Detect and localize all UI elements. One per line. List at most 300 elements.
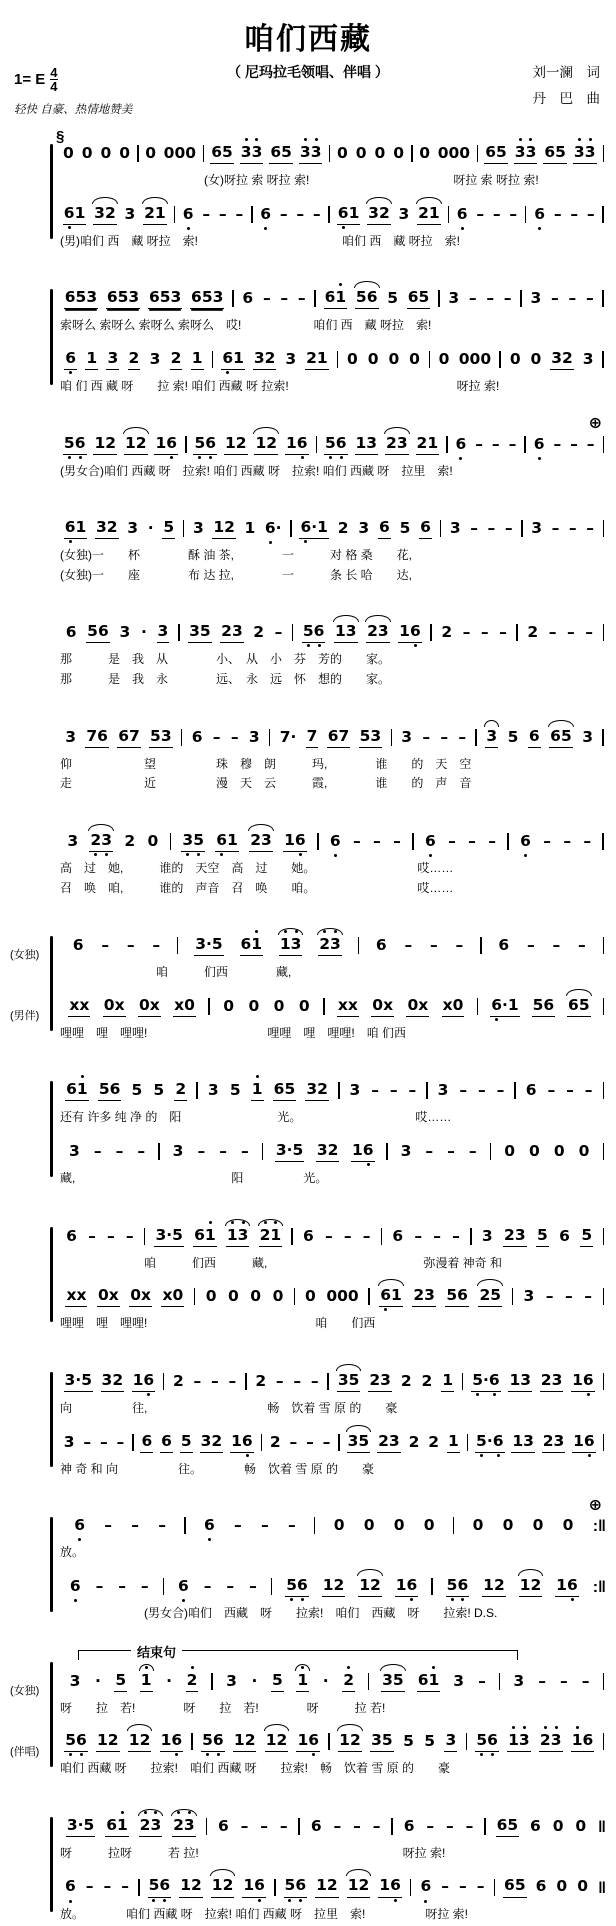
barline xyxy=(477,998,479,1015)
note-token: 3 xyxy=(69,1671,81,1690)
note-token: 6 5 xyxy=(549,728,573,748)
barline xyxy=(431,1578,433,1595)
barline xyxy=(429,351,431,368)
note-token: – xyxy=(478,1081,486,1100)
note-token: 3 xyxy=(398,204,410,223)
measure xyxy=(58,350,210,370)
barline xyxy=(368,1673,370,1690)
note-token: – xyxy=(433,1226,441,1245)
note-token: 3 xyxy=(149,349,161,368)
note-token: 5 6 xyxy=(445,1287,469,1307)
barline xyxy=(294,1288,296,1305)
barline xyxy=(262,1143,264,1160)
measure xyxy=(295,623,428,643)
note-token: 6 xyxy=(140,1433,153,1453)
note-token: – xyxy=(118,1576,127,1595)
voice-label: (女独) xyxy=(10,1684,40,1697)
measure xyxy=(58,937,175,956)
note-token: 5 xyxy=(387,289,399,308)
note-token: 1 xyxy=(244,519,256,538)
note-token: 1 6 xyxy=(378,1877,402,1897)
barline xyxy=(381,1228,383,1245)
measure xyxy=(58,1287,192,1307)
note-token: 0 xyxy=(509,349,521,368)
notation-line xyxy=(58,423,606,464)
voice-label xyxy=(10,1215,54,1276)
staff-line-row xyxy=(10,1805,606,1866)
note-token: 1 6 xyxy=(230,1433,254,1453)
note-token: – xyxy=(352,831,361,850)
note-token: 1 6 xyxy=(572,1433,596,1453)
lyric-line: (女独)一 座 布 达 拉, 一 条 长 哈 达, xyxy=(60,567,412,582)
music-system xyxy=(10,1644,606,1781)
note-token: – xyxy=(408,1081,417,1100)
measure xyxy=(474,1227,601,1247)
note-token: 3 3 xyxy=(299,144,323,164)
barline xyxy=(446,436,448,453)
note-token: 6 5 xyxy=(484,144,508,164)
measure xyxy=(331,1372,460,1392)
measure xyxy=(177,206,249,225)
note-token: 3 · 5 xyxy=(64,1372,93,1392)
note-token: 3 xyxy=(157,623,170,643)
barline xyxy=(196,1082,198,1099)
note-token: 6 xyxy=(160,1433,173,1453)
note-token: – xyxy=(297,289,306,308)
barline xyxy=(490,1143,492,1160)
note-token: 1 6 xyxy=(285,435,309,455)
note-token: 6 5 3 xyxy=(190,289,224,309)
note-token: 0 xyxy=(81,144,93,162)
note-token: – xyxy=(274,623,283,642)
note-token: – xyxy=(462,623,471,642)
measure xyxy=(395,1818,482,1837)
voice-label xyxy=(10,1421,54,1482)
note-token: 2 xyxy=(421,1371,433,1390)
note-token: – xyxy=(280,289,289,308)
note-token: 5 6 xyxy=(475,1732,499,1752)
note-token: 3 xyxy=(248,727,260,746)
note-token: 3 2 xyxy=(316,1142,340,1162)
note-token: 5 6 xyxy=(532,997,556,1017)
note-token: – xyxy=(570,204,579,223)
note-token: 0 xyxy=(355,144,367,162)
note-token: 1 6 xyxy=(154,435,178,455)
note-token: – xyxy=(235,204,244,223)
note-token: – xyxy=(152,936,161,955)
note-token: 6 xyxy=(69,1576,81,1595)
staff-line-row xyxy=(10,1215,606,1276)
staff-line-row xyxy=(10,1421,606,1482)
note-token: – xyxy=(468,831,476,850)
notation-line xyxy=(58,1720,606,1761)
key-signature-text: 1= E xyxy=(14,71,46,88)
note-token: 5 xyxy=(580,1227,593,1247)
measure xyxy=(497,1877,595,1897)
note-token: 5 xyxy=(114,1672,127,1692)
measure xyxy=(265,1142,384,1162)
note-token: – xyxy=(373,831,381,850)
note-token: 0 xyxy=(423,1516,435,1535)
note-token: – xyxy=(240,1816,249,1835)
note-token: 1 6 xyxy=(571,1732,595,1752)
measure xyxy=(297,1288,366,1307)
measure xyxy=(413,1878,491,1897)
note-token: – xyxy=(279,204,288,223)
note-token: 6 1 xyxy=(417,1672,441,1692)
note-token: 0 xyxy=(504,1142,516,1161)
barline xyxy=(470,1228,472,1245)
note-token: x x xyxy=(68,997,90,1017)
note-token: – xyxy=(448,831,456,850)
note-token: 0 0 0 xyxy=(163,144,197,162)
note-token: – xyxy=(296,204,305,223)
note-token: – xyxy=(492,204,501,223)
notation-line xyxy=(58,1421,606,1462)
note-token: 1 3 xyxy=(226,1227,250,1247)
staff-line-row xyxy=(10,423,606,484)
note-token: 6 xyxy=(425,831,436,850)
measure xyxy=(58,1672,209,1692)
barline xyxy=(475,729,477,746)
note-token: 0 xyxy=(228,1287,239,1306)
note-token: – xyxy=(101,936,110,955)
barline xyxy=(410,1879,412,1896)
note-token: 6 xyxy=(375,936,387,955)
note-token: – xyxy=(468,289,477,308)
measure xyxy=(189,435,314,455)
note-token: – xyxy=(568,519,577,538)
measure xyxy=(58,623,176,643)
note-token: – xyxy=(219,1142,227,1161)
time-signature-denominator: 4 xyxy=(50,79,58,94)
note-token: 6 xyxy=(559,1226,570,1245)
barline xyxy=(203,145,205,162)
note-token: 6 xyxy=(310,1816,322,1835)
barline xyxy=(602,351,604,368)
note-token: 0 xyxy=(304,1287,316,1306)
note-token: 6 xyxy=(403,1816,415,1835)
note-token: 5 6 xyxy=(193,435,217,455)
staff-line-row xyxy=(10,1130,606,1191)
notation-line xyxy=(58,1130,606,1171)
note-token: 6 1 xyxy=(65,1081,89,1101)
note-token: 6 1 xyxy=(215,832,239,852)
note-token: – xyxy=(312,204,321,223)
note-token: 2 3 xyxy=(318,936,342,956)
barline xyxy=(494,1879,496,1896)
measure xyxy=(215,1672,366,1692)
note-token: 5 6 xyxy=(302,623,326,643)
measure xyxy=(58,1143,156,1162)
note-token: 0 x xyxy=(103,997,126,1017)
barline xyxy=(430,624,432,641)
measure xyxy=(432,351,497,370)
note-token: 3 xyxy=(582,349,594,368)
note-token: 6 7 xyxy=(327,728,351,748)
note-token: – xyxy=(559,1671,568,1690)
note-token: 1 6 xyxy=(242,1877,266,1897)
note-token: – xyxy=(115,1142,124,1161)
barline xyxy=(412,833,414,850)
note-token: 6 xyxy=(528,728,541,748)
measure xyxy=(469,1732,600,1752)
note-token: 1 2 xyxy=(315,1877,339,1897)
note-token: 1 xyxy=(251,1081,264,1101)
note-token: 0 xyxy=(223,996,235,1015)
note-token: 6 5 xyxy=(567,997,591,1017)
barline xyxy=(521,520,523,537)
note-token: – xyxy=(83,1432,92,1451)
measure xyxy=(58,1817,204,1837)
note-token: – xyxy=(104,1516,113,1535)
note-token: 1 2 xyxy=(322,1577,346,1597)
note-token: · xyxy=(147,519,154,538)
measure xyxy=(195,1732,326,1752)
note-token: – xyxy=(538,1671,546,1690)
barline xyxy=(291,1228,293,1245)
note-token: – xyxy=(121,1877,130,1896)
measure xyxy=(484,937,601,956)
lyric-line: (男)咱们 西 藏 呀拉 索! 咱们 西 藏 呀拉 索! xyxy=(60,233,460,248)
note-token: – xyxy=(211,1371,219,1390)
barline xyxy=(170,833,172,850)
music-system xyxy=(10,820,606,900)
lyric-line: 藏, 阳 光。 xyxy=(60,1171,328,1186)
note-token: 1 xyxy=(447,1433,460,1453)
voice-label xyxy=(10,1275,54,1336)
barline xyxy=(329,145,331,162)
barline xyxy=(480,937,482,954)
note-token: 6 xyxy=(203,1516,215,1535)
note-token: 6 xyxy=(303,1226,314,1245)
notation-line xyxy=(58,193,606,234)
staff-line-body xyxy=(54,277,606,338)
note-token: 1 2 xyxy=(179,1877,203,1897)
measure xyxy=(332,205,446,225)
note-token: 6 · 1 xyxy=(490,997,519,1017)
measure xyxy=(294,519,438,539)
note-token: 3 5 xyxy=(337,1372,361,1392)
note-token: – xyxy=(131,1516,139,1535)
note-token: 1 xyxy=(441,1372,454,1392)
note-token: 3 2 xyxy=(253,350,277,370)
barline xyxy=(466,1733,468,1750)
note-token: – xyxy=(496,1081,505,1100)
lyric-line: (男女合)咱们 西藏 呀 拉索! 咱们 西藏 呀 拉索! D.S. xyxy=(60,1605,498,1620)
barline xyxy=(191,1733,193,1750)
measure xyxy=(142,1877,272,1897)
measure xyxy=(186,519,288,539)
note-token: 0 xyxy=(273,996,285,1015)
note-token: 3 · 5 xyxy=(194,936,223,956)
note-token: 2 xyxy=(186,1672,199,1692)
note-token: 3 xyxy=(400,1142,412,1161)
note-token: 6 · 1 xyxy=(299,519,328,539)
measure xyxy=(184,729,266,748)
lyric-line: 还有 许多 纯 净 的 阳 光。 哎…… xyxy=(60,1110,452,1125)
notation-line xyxy=(58,338,606,379)
note-token: 0 xyxy=(248,996,260,1015)
header-meta-row xyxy=(10,60,606,132)
measure xyxy=(180,936,355,956)
note-token: – xyxy=(586,434,595,453)
barline xyxy=(181,729,183,746)
music-system xyxy=(10,128,606,253)
measure xyxy=(515,1288,600,1307)
barline xyxy=(602,206,604,223)
note-token: 5 xyxy=(424,1732,436,1751)
measure xyxy=(451,206,523,225)
note-token: 0 xyxy=(147,831,159,850)
measure xyxy=(479,728,601,748)
note-token: 1 xyxy=(296,1672,309,1692)
note-token: 0 xyxy=(419,144,431,162)
note-token: 6 xyxy=(534,204,546,223)
note-token: 1 2 xyxy=(211,1877,235,1897)
measure xyxy=(200,1081,336,1101)
note-token: – xyxy=(584,1287,592,1306)
ending-phrase-bracket xyxy=(78,1644,518,1660)
note-token: – xyxy=(226,1576,235,1595)
measure xyxy=(264,1434,336,1453)
barline xyxy=(484,1818,486,1835)
note-token: 5 6 xyxy=(63,435,87,455)
note-token: 3 5 xyxy=(181,832,205,852)
note-token: 0 xyxy=(409,349,420,368)
lyric-line: (男女合)咱们 西藏 呀 拉索! 咱们 西藏 呀 拉索! 咱们 西藏 呀 拉里 索! xyxy=(60,463,453,478)
barline xyxy=(328,206,330,223)
barline xyxy=(602,290,604,307)
voice-label xyxy=(10,1565,54,1626)
note-token: 0 x xyxy=(406,997,429,1017)
note-token: – xyxy=(452,1226,460,1245)
note-token: – xyxy=(95,1576,104,1595)
staff-line-row xyxy=(10,924,606,985)
note-token: 2 5 xyxy=(478,1287,502,1307)
note-token: 2 1 xyxy=(143,205,167,225)
measure xyxy=(488,1817,595,1837)
note-token: 6 xyxy=(191,727,203,746)
note-token: 6 xyxy=(455,434,467,453)
note-token: 0 xyxy=(393,1516,405,1535)
note-token: 3 xyxy=(513,1671,525,1690)
staff-line-body xyxy=(54,985,606,1046)
lyric-line: 向 往, 畅 饮着 雪 原 的 豪 xyxy=(60,1401,398,1416)
note-token: 3 xyxy=(530,289,542,308)
note-token: – xyxy=(414,1226,423,1245)
measure xyxy=(372,1287,510,1307)
note-token: 5 6 xyxy=(64,1732,88,1752)
note-token: 0 x xyxy=(138,997,161,1017)
voice-label xyxy=(10,1865,54,1926)
staff-line-body xyxy=(54,1660,606,1721)
lyric-line: 走 近 漫 天 云 霞, 谁 的 声 音 xyxy=(60,776,472,791)
note-token: 6 1 xyxy=(379,1287,403,1307)
note-token: – xyxy=(140,1576,149,1595)
lyric-line: 那 是 我 永 远、 永 远 怀 想的 家。 xyxy=(60,672,391,687)
barline xyxy=(603,1434,605,1451)
note-token: – xyxy=(455,936,464,955)
note-token: – xyxy=(425,1142,434,1161)
note-token: 3 xyxy=(349,1081,361,1100)
note-token: – xyxy=(260,1816,268,1835)
segno-icon: § xyxy=(56,128,65,145)
barline xyxy=(178,624,180,641)
note-token: 5 3 xyxy=(149,728,173,748)
note-token: 0 xyxy=(556,1877,568,1896)
staff-line-row xyxy=(10,820,606,900)
note-token: – xyxy=(584,1081,593,1100)
note-token: – xyxy=(480,623,489,642)
measure xyxy=(415,145,475,164)
note-token: · xyxy=(166,1671,173,1690)
barline xyxy=(411,145,413,162)
music-system xyxy=(10,414,606,484)
measure xyxy=(166,1578,269,1597)
notation-line xyxy=(58,132,606,173)
note-token: 3 xyxy=(523,1287,535,1306)
staff-line-row xyxy=(10,716,606,796)
note-token: – xyxy=(586,204,595,223)
barline xyxy=(184,1517,186,1534)
note-token: 2 3 xyxy=(368,1372,392,1392)
note-token: – xyxy=(234,1516,242,1535)
note-token: 2 3 xyxy=(542,1433,566,1453)
note-token: 2 3 xyxy=(366,623,390,643)
note-token: 5 6 xyxy=(324,435,348,455)
voice-label xyxy=(10,338,54,399)
note-token: – xyxy=(583,831,592,850)
note-token: – xyxy=(470,519,478,538)
note-token: – xyxy=(547,1081,556,1100)
measure xyxy=(197,1288,292,1307)
notation-line xyxy=(58,1215,606,1256)
note-token: 3 xyxy=(63,1432,75,1451)
measure xyxy=(58,1578,161,1597)
note-token: 6 xyxy=(66,1226,77,1245)
measure xyxy=(215,350,334,370)
note-token: – xyxy=(565,1287,573,1306)
note-token: 3 xyxy=(358,519,370,538)
note-token: – xyxy=(212,727,221,746)
barline xyxy=(314,1517,316,1534)
note-token: 7 xyxy=(306,728,319,748)
barline xyxy=(391,1818,393,1835)
measure xyxy=(525,520,601,539)
measure xyxy=(249,1373,326,1392)
staff-line-body xyxy=(54,1805,606,1866)
barline xyxy=(603,436,605,453)
barline xyxy=(499,351,501,368)
notation-line xyxy=(58,1275,606,1316)
note-token: 0 xyxy=(298,996,310,1015)
song-subtitle: （ 尼玛拉毛领唱、伴唱 ） xyxy=(227,64,389,80)
barline xyxy=(386,1143,388,1160)
note-token: – xyxy=(585,623,593,642)
note-token: 5 6 xyxy=(98,1081,122,1101)
note-token: – xyxy=(440,727,449,746)
note-token: 5 xyxy=(399,519,411,538)
measure xyxy=(442,290,519,309)
measure xyxy=(209,1818,296,1837)
measure xyxy=(58,435,183,455)
note-token: – xyxy=(241,1142,249,1161)
note-token: – xyxy=(426,1816,435,1835)
note-token: 0 xyxy=(363,1516,375,1535)
note-token: 3 xyxy=(453,1671,465,1690)
note-token: 2 xyxy=(124,831,136,850)
